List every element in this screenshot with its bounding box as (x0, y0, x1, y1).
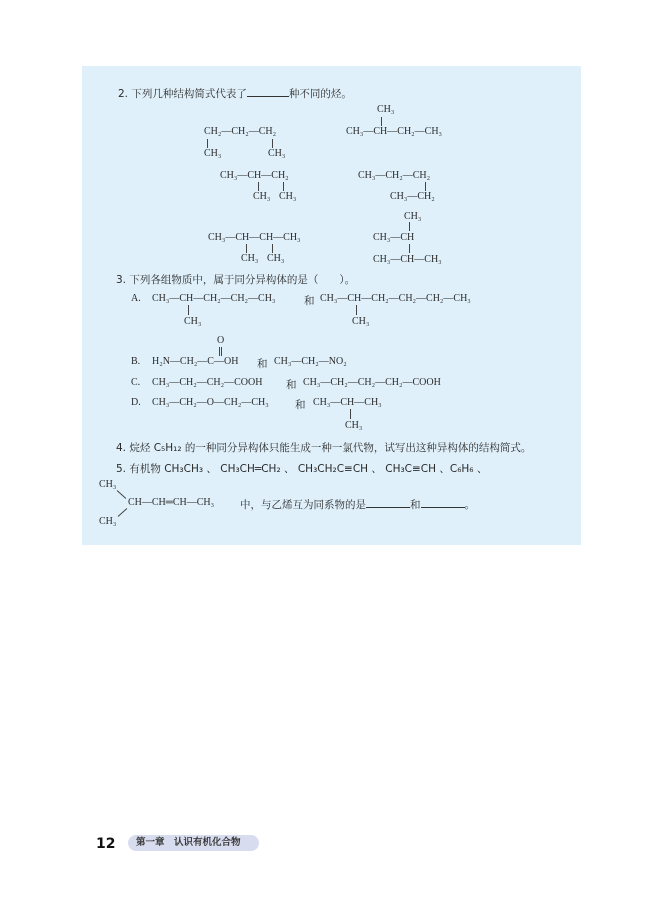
q5-branch-bottom: CH₃ (99, 516, 117, 527)
q3-option-b-left: H₂N—CH₂—C—OH (152, 356, 239, 367)
q4-text: 4. 烷烃 C₅H₁₂ 的一种同分异构体只能生成一种一氯代物，试写出这种异构体的结构简式。 (116, 442, 532, 454)
bond (356, 305, 357, 315)
bond (409, 244, 410, 253)
chapter-title: 第一章 认识有机化合物 (128, 835, 259, 851)
q5-answer-blank-1[interactable] (366, 498, 410, 508)
q3-option-d-right-branch: CH₃ (345, 420, 363, 431)
q3-option-d-and: 和 (295, 399, 306, 411)
q2-structure-1-main: CH₂—CH₂—CH₂ (204, 126, 277, 137)
q2-structure-5-mid: CH₃—CH (373, 232, 415, 243)
double-bond (219, 347, 222, 356)
q5-answer-blank-2[interactable] (421, 498, 465, 508)
q2-structure-6-branch: CH₃ (241, 253, 259, 264)
q3-option-c-right: CH₃—CH₂—CH₂—CH₂—COOH (303, 377, 441, 388)
q3-option-d-label[interactable]: D. (131, 397, 141, 408)
q2-structure-3-branch: CH₃ (253, 191, 271, 202)
q5-and: 和 (410, 499, 421, 511)
q2-answer-blank[interactable] (247, 87, 289, 97)
bond (409, 222, 410, 231)
q2-structure-3-branch: CH₃ (279, 191, 297, 202)
q3-option-d-left: CH₃—CH₂—O—CH₂—CH₃ (152, 397, 269, 408)
bond (272, 244, 273, 253)
q5-suffix (240, 497, 475, 512)
q5-chain: CH—CH═CH—CH₃ (128, 497, 215, 508)
q5-text: 5. 有机物 CH₃CH₃ 、 CH₃CH═CH₂ 、 CH₃CH₂C≡CH 、 CH₃C≡CH 、C₆H₆ 、 (116, 463, 488, 475)
q3-option-b-and: 和 (257, 358, 268, 370)
q2-structure-2-main: CH₃—CH—CH₂—CH₃ (346, 126, 443, 137)
q3-option-b-oxygen: O (217, 335, 225, 346)
q5-end: 。 (464, 499, 475, 511)
bond (425, 182, 426, 191)
bond (188, 305, 189, 315)
q2-prompt-prefix: 2. 下列几种结构简式代表了 (118, 88, 247, 100)
q2-structure-5-top: CH₃ (404, 211, 422, 222)
q3-option-c-label[interactable]: C. (131, 377, 141, 388)
q2-structure-4-main: CH₃—CH₂—CH₂ (358, 170, 431, 181)
q3-option-b-right: CH₃—CH₂—NO₂ (274, 356, 347, 367)
q3-option-a-right-branch: CH₃ (352, 316, 370, 327)
q2-prompt-suffix: 种不同的烃。 (288, 88, 352, 100)
q3-option-a-left: CH₃—CH—CH₂—CH₂—CH₃ (152, 293, 276, 304)
q2-structure-4-bottom: CH₃—CH₂ (390, 191, 435, 202)
q3-option-a-and: 和 (304, 295, 315, 307)
bond (246, 244, 247, 253)
q5-suffix-text: 中，与乙烯互为同系物的是 (240, 499, 366, 511)
q3-option-a-left-branch: CH₃ (184, 316, 202, 327)
q3-option-d-right: CH₃—CH—CH₃ (313, 397, 382, 408)
q3-option-c-and: 和 (286, 379, 297, 391)
bond (207, 139, 208, 148)
q2-prompt (118, 86, 352, 101)
page-number: 12 (96, 836, 116, 852)
q2-structure-1-branch: CH₃ (268, 148, 286, 159)
q2-structure-5-bottom: CH₃—CH—CH₃ (373, 254, 442, 265)
q2-structure-6-main: CH₃—CH—CH—CH₃ (208, 232, 301, 243)
q3-option-a-label[interactable]: A. (131, 293, 141, 304)
q3-prompt: 3. 下列各组物质中，属于同分异构体的是（ ）。 (116, 274, 356, 286)
q2-structure-3-main: CH₃—CH—CH₂ (220, 170, 289, 181)
bond (381, 117, 382, 126)
bond (283, 182, 284, 191)
q2-structure-1-branch: CH₃ (204, 148, 222, 159)
q2-structure-6-branch: CH₃ (267, 253, 285, 264)
q2-structure-2-top: CH₃ (377, 104, 395, 115)
q3-option-b-label[interactable]: B. (131, 356, 141, 367)
bond (272, 139, 273, 148)
q3-option-c-left: CH₃—CH₂—CH₂—COOH (152, 377, 263, 388)
q3-option-a-right: CH₃—CH—CH₂—CH₂—CH₂—CH₃ (320, 293, 471, 304)
bond (350, 409, 351, 419)
q5-branch-top: CH₃ (99, 479, 117, 490)
bond (258, 182, 259, 191)
